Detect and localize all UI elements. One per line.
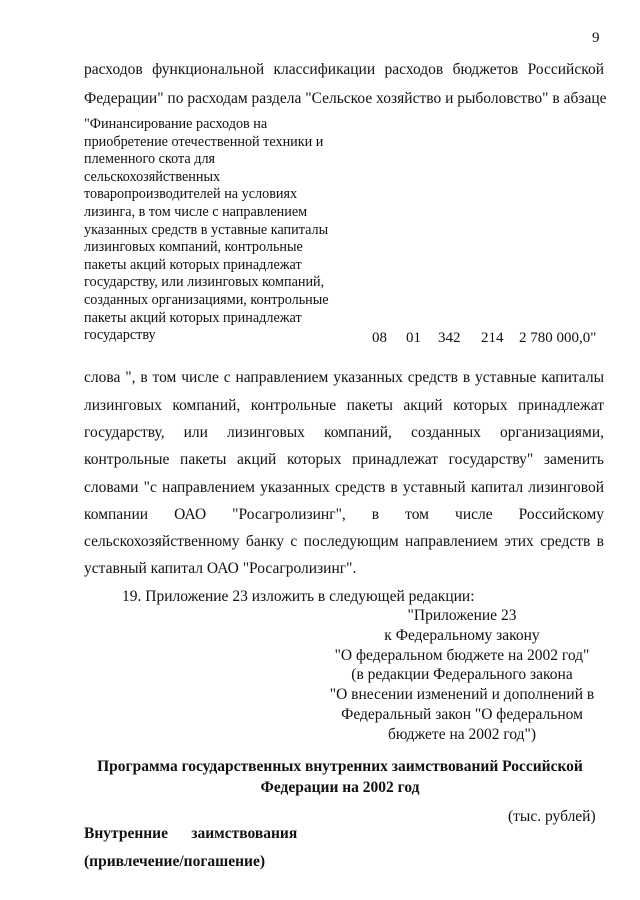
intro-line: Федерации" по расходам раздела "Сельское хозяйство и рыболовство" в абзаце <box>84 90 607 107</box>
budget-item-line: государству <box>84 327 156 344</box>
body-line: лизинговых компаний, контрольные пакеты акций которых принадлежат <box>84 397 604 414</box>
budget-item-line: лизинговых компаний, контрольные <box>84 239 303 256</box>
appendix-line: бюджете на 2002 год") <box>387 725 537 743</box>
page-number: 9 <box>592 30 600 46</box>
budget-code-subsection: 01 <box>406 330 421 346</box>
program-heading <box>80 756 600 798</box>
budget-item-line: государству, или лизинговых компаний, <box>84 274 325 291</box>
budget-code-section: 08 <box>372 330 387 346</box>
body-line: слова ", в том числе с направлением указанных средств в уставные капиталы <box>84 369 604 386</box>
item-19: 19. Приложение 23 изложить в следующей редакции: <box>122 588 475 605</box>
appendix-line: (в редакции Федерального закона <box>351 666 573 684</box>
budget-code-target: 342 <box>438 330 461 346</box>
budget-item-line: пакеты акций которых принадлежат <box>84 256 302 273</box>
body-line: словами "с направлением указанных средств в уставный капитал лизинговой <box>84 479 604 496</box>
body-line: сельскохозяйственному банку с последующим направлением этих средств в <box>84 533 604 550</box>
body-line: компании ОАО "Росагролизинг", в том числе Российскому <box>84 506 604 523</box>
units-label: (тыс. рублей) <box>508 808 596 825</box>
budget-item-line: племенного скота для <box>84 151 216 168</box>
program-heading-line: Федерации на 2002 год <box>260 779 420 796</box>
body-line: уставный капитал ОАО "Росагролизинг". <box>84 560 357 577</box>
program-heading-line: Программа государственных внутренних заимствований Российской <box>97 758 583 775</box>
borrowing-sublabel: (привлечение/погашение) <box>84 853 266 870</box>
body-line: государству, или лизинговых компаний, созданных организациями, <box>84 424 604 441</box>
budget-item-line: созданных организациями, контрольные <box>84 291 329 308</box>
appendix-line: "Приложение 23 <box>407 607 517 624</box>
intro-line: расходов функциональной классификации расходов бюджетов Российской <box>84 61 604 78</box>
budget-amount: 2 780 000,0" <box>519 330 597 346</box>
budget-item-line: сельскохозяйственных <box>84 168 221 185</box>
budget-item-line: товаропроизводителей на условиях <box>84 186 298 203</box>
budget-item-line: лизинга, в том числе с направлением <box>84 203 308 220</box>
budget-item-line: указанных средств в уставные капиталы <box>84 221 329 238</box>
budget-item-line: приобретение отечественной техники и <box>84 133 324 150</box>
appendix-line: "О федеральном бюджете на 2002 год" <box>334 646 590 664</box>
appendix-line: к Федеральному закону <box>384 626 540 644</box>
body-line: контрольные пакеты акций которых принадлежат государству" заменить <box>84 451 604 468</box>
borrowing-label: Внутренние заимствования <box>84 825 298 842</box>
appendix-line: "О внесении изменений и дополнений в <box>329 686 595 704</box>
budget-item-description <box>84 116 354 345</box>
appendix-line: Федеральный закон "О федеральном <box>341 705 583 723</box>
budget-item-line: пакеты акций которых принадлежат <box>84 309 302 326</box>
budget-item-line: "Финансирование расходов на <box>84 116 268 132</box>
budget-code-expense-type: 214 <box>481 330 504 346</box>
appendix-reference <box>320 606 604 745</box>
